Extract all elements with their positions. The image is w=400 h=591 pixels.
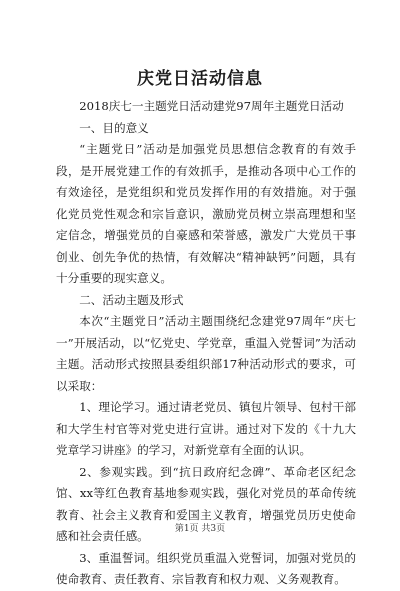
paragraph-visit-practice: 2、参观实践。到“抗日政府纪念碑”、革命老区纪念馆、xx等红色教育基地参观实践，强化对党员的革命传统教育、社会主义教育和爱国主义教育，增强党员历史使命感和社会责任感。 xyxy=(56,464,356,543)
paragraph-theory-study: 1、理论学习。通过请老党员、镇包片领导、包村干部和大学生村官等对党史进行宣讲。通过对下发的《十九大党章学习讲座》的学习，对新党章有全面的认识。 xyxy=(56,400,356,457)
paragraph-theme: 本次“主题党日”活动主题围绕纪念建党97周年“庆七一”开展活动，以“忆党史、学党章，重温入党誓词”为活动主题。活动形式按照县委组织部17种活动形式的要求，可以采取： xyxy=(56,314,356,393)
paragraph-purpose: “主题党日”活动是加强党员思想信念教育的有效手段，是开展党建工作的有效抓手，是推动各项中心工作的有效途径，是党组织和党员发挥作用的有效措施。对于强化党员党性观念和宗旨意识，激励党员树立崇高理想和坚定信念，增强党员的自豪感和荣誉感，激发广大党员干事创业、创先争优的热情，有效解决“精神缺钙”问题，具有十分重要的现实意义。 xyxy=(56,142,356,285)
document-body xyxy=(56,96,356,591)
page-number-footer: 第1页 共3页 xyxy=(174,524,226,534)
section-heading-1: 一、目的意义 xyxy=(79,120,149,135)
paragraph-oath: 3、重温誓词。组织党员重温入党誓词，加强对党员的使命教育、责任教育、宗旨教育和权力观、义务观教育。 xyxy=(56,550,356,586)
section-heading-2: 二、活动主题及形式 xyxy=(79,292,184,307)
document-subtitle: 2018庆七一主题党日活动建党97周年主题党日活动 xyxy=(79,99,344,113)
document-title: 庆党日活动信息 xyxy=(137,69,263,89)
